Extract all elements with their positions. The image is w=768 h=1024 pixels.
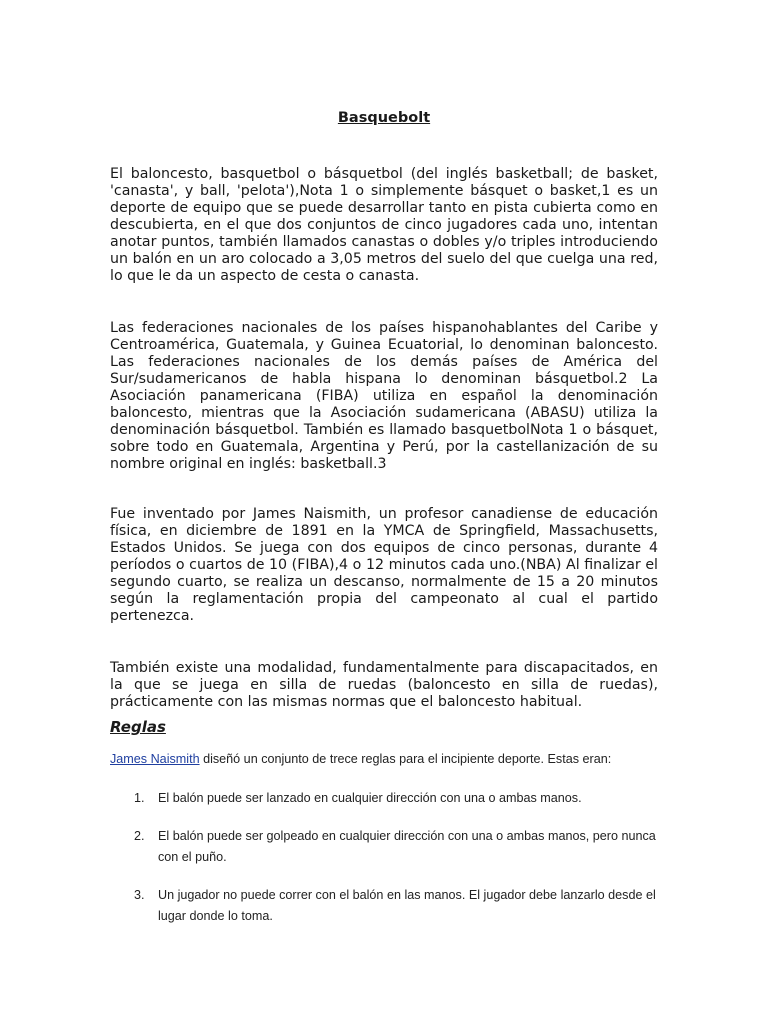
reglas-intro-text: diseñó un conjunto de trece reglas para el incipiente deporte. Estas eran: xyxy=(199,752,612,766)
rule-text: Un jugador no puede correr con el balón en las manos. El jugador debe lanzarlo desde el lugar donde lo toma. xyxy=(158,888,656,923)
rule-number: 2. xyxy=(134,829,145,843)
james-naismith-link[interactable]: James Naismith xyxy=(110,752,200,766)
rule-text: El balón puede ser lanzado en cualquier dirección con una o ambas manos. xyxy=(158,791,582,805)
list-item xyxy=(134,788,674,809)
rule-number: 1. xyxy=(134,791,145,805)
reglas-intro xyxy=(110,751,611,767)
list-item xyxy=(134,826,674,868)
reglas-heading: Reglas xyxy=(110,718,166,736)
rule-text: El balón puede ser golpeado en cualquier dirección con una o ambas manos, pero nunca con el puño. xyxy=(158,829,656,864)
paragraph-1: El baloncesto, basquetbol o básquetbol (del inglés basketball; de basket, 'canasta', y ball, 'pelota'),Nota 1 o simplemente básquet o basket,1 es un deporte de equipo que se puede desarrollar tanto en pista cubierta como en descubierta, en el que dos conjuntos de cinco jugadores cada uno, intentan anotar puntos, también llamados canastas o dobles y/o triples introduciendo un balón en un aro colocado a 3,05 metros del suelo del que cuelga una red, lo que le da un aspecto de cesta o canasta. xyxy=(110,166,658,284)
paragraph-3: Fue inventado por James Naismith, un profesor canadiense de educación física, en diciembre de 1891 en la YMCA de Springfield, Massachusetts, Estados Unidos. Se juega con dos equipos de cinco personas, durante 4 períodos o cuartos de 10 (FIBA),4 o 12 minutos cada uno.(NBA) Al finalizar el segundo cuarto, se realiza un descanso, normalmente de 15 a 20 minutos según la reglamentación propia del campeonato al cual el partido pertenezca. xyxy=(110,506,658,624)
list-item xyxy=(134,885,674,927)
document-title: Basquebolt xyxy=(337,110,431,126)
rules-list xyxy=(134,788,674,944)
rule-number: 3. xyxy=(134,888,145,902)
paragraph-2: Las federaciones nacionales de los países hispanohablantes del Caribe y Centroamérica, Guatemala, y Guinea Ecuatorial, lo denominan baloncesto. Las federaciones nacionales de los demás países de América del Sur/sudamericanos de habla hispana lo denominan básquetbol.2 La Asociación panamericana (FIBA) utiliza en español la denominación baloncesto, mientras que la Asociación sudamericana (ABASU) utiliza la denominación básquetbol. También es llamado basquetbolNota 1 o básquet, sobre todo en Guatemala, Argentina y Perú, por la castellanización de su nombre original en inglés: basketball.3 xyxy=(110,320,658,472)
paragraph-4: También existe una modalidad, fundamentalmente para discapacitados, en la que se juega en silla de ruedas (baloncesto en silla de ruedas), prácticamente con las mismas normas que el baloncesto habitual. xyxy=(110,660,658,710)
